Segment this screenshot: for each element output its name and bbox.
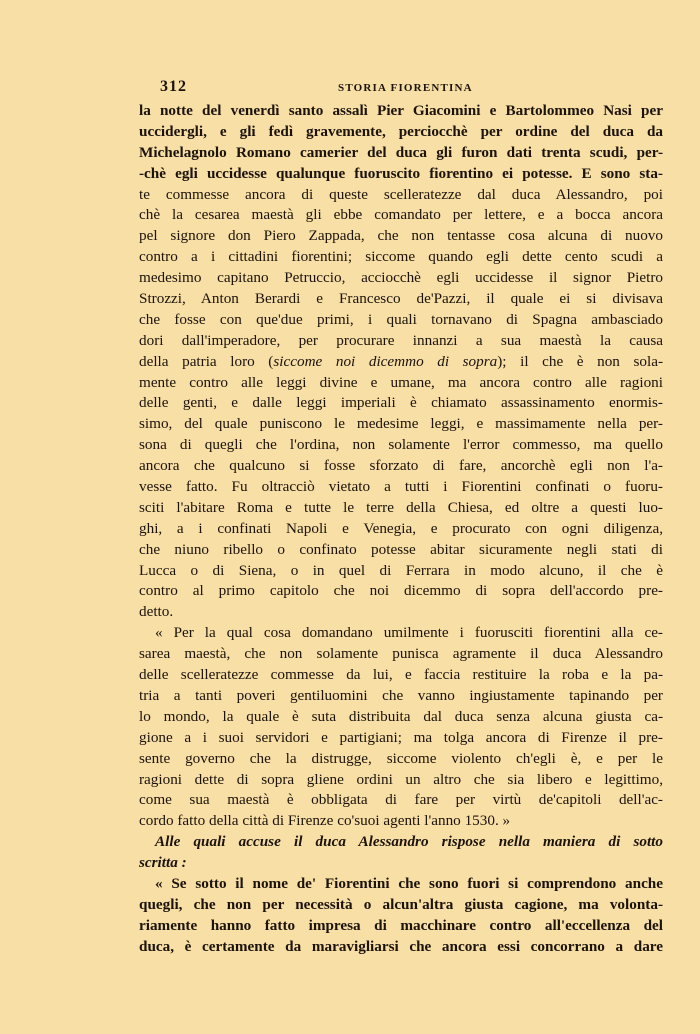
text-line: contro al primo capitolo che noi dicemmo di sopra dell'accordo pre- — [139, 582, 663, 600]
text-line: contro a i cittadini fiorentini; siccome quando egli dette cento scudi a — [139, 248, 663, 266]
text-line: sente governo che la distrugge, siccome violento ch'egli è, e per le — [139, 749, 663, 767]
text-line: Strozzi, Anton Berardi e Francesco de'Pazzi, il quale ei si divisava — [139, 290, 663, 308]
text-line: Lucca o di Siena, o in quel di Ferrara in modo alcuno, il che è — [139, 561, 663, 579]
text-line: « Se sotto il nome de' Fiorentini che sono fuori si comprendono anche — [155, 874, 663, 892]
text-line: come sua maestà è obbligata di fare per virtù de'capitoli dell'ac- — [139, 791, 663, 809]
text-line: vesse fatto. Fu oltracciò vietato a tutti i Fiorentini confinati o fuoru- — [139, 478, 663, 496]
text-line: detto. — [139, 603, 174, 621]
text-line: dori dall'imperadore, per procurare innanzi a sua maestà la causa — [139, 331, 663, 349]
text-segment: ); il che è non sola- — [497, 352, 663, 370]
text-line: simo, del quale puniscono le medesime leggi, e massimamente nella per- — [139, 415, 663, 433]
text-line: -chè egli uccidesse qualunque fuoruscito fiorentino ei potesse. E sono sta- — [139, 164, 663, 182]
text-line: scritta : — [139, 854, 187, 872]
text-line — [139, 352, 663, 373]
text-segment: della patria loro ( — [139, 352, 274, 370]
text-line: riamente hanno fatto impresa di macchinare contro all'eccellenza del — [139, 916, 663, 934]
text-line: uccidergli, e gli fedì gravemente, perciocchè per ordine del duca da — [139, 122, 663, 140]
running-title: STORIA FIORENTINA — [338, 82, 473, 94]
italic-segment: siccome noi dicemmo di sopra — [273, 352, 498, 370]
text-line: quegli, che non per necessità o alcun'altra giusta cagione, ma volonta- — [139, 895, 663, 913]
text-line: ghi, a i confinati Napoli e Venegia, e procurato con ogni diligenza, — [139, 519, 663, 537]
text-line: ancora che qualcuno si fosse sforzato di fare, ancorchè egli non l'a- — [139, 457, 663, 475]
text-line: te commesse ancora di queste scelleratezze dal duca Alessandro, poi — [139, 185, 663, 203]
text-line: cordo fatto della città di Firenze co'suoi agenti l'anno 1530. » — [139, 812, 511, 830]
text-line: Michelagnolo Romano camerier del duca gli furon dati trenta scudi, per- — [139, 143, 663, 161]
text-line: ragioni dette di sopra gliene ordini un altro che sia libero e legittimo, — [139, 770, 663, 788]
text-line: tria a tanti poveri gentiluomini che vanno ingiustamente tapinando per — [139, 686, 663, 704]
text-line: sona di quegli che l'ordina, non solamente l'error commesso, ma quello — [139, 436, 663, 454]
text-line: la notte del venerdì santo assalì Pier Giacomini e Bartolommeo Nasi per — [139, 102, 663, 119]
text-line: sciti l'abitare Roma e tutte le terre della Chiesa, ed oltre a questi luo- — [139, 498, 663, 516]
text-line: gione a i suoi servidori e partigiani; ma tolga ancora di Firenze il pre- — [139, 728, 663, 746]
text-line: Alle quali accuse il duca Alessandro rispose nella maniera di sotto — [155, 833, 663, 851]
text-line: « Per la qual cosa domandano umilmente i fuorusciti fiorentini alla ce- — [155, 624, 663, 642]
body-text — [139, 101, 663, 958]
page-number: 312 — [160, 78, 187, 95]
text-line: mente contro alle leggi divine e umane, ma ancora contro alle ragioni — [139, 373, 663, 391]
text-line: duca, è certamente da maravigliarsi che ancora essi concorrano a dare — [139, 937, 663, 955]
text-line: pel signore don Piero Zappada, che non tentasse cosa alcuna di nuovo — [139, 227, 663, 245]
text-line: delle genti, e dalle leggi imperiali è chiamato assassinamento enormis- — [139, 394, 663, 412]
text-line: medesimo capitano Petruccio, acciocchè egli uccidesse il signor Pietro — [139, 269, 663, 287]
page-header — [140, 78, 660, 100]
text-line: delle scelleratezze commesse da lui, e faccia restituire la roba e la pa- — [139, 666, 663, 684]
text-line: lo mondo, la quale è suta distribuita dal duca senza alcuna giusta ca- — [139, 707, 663, 725]
text-line: che niuno ribello o confinato potesse abitar sicuramente negli stati di — [139, 540, 663, 558]
text-line: chè la cesarea maestà gli ebbe comandato per lettere, e a bocca ancora — [139, 206, 663, 224]
text-line: sarea maestà, che non solamente punisca agramente il duca Alessandro — [139, 645, 663, 663]
text-line: che fosse con que'due primi, i quali tornavano di Spagna ambasciado — [139, 310, 663, 328]
